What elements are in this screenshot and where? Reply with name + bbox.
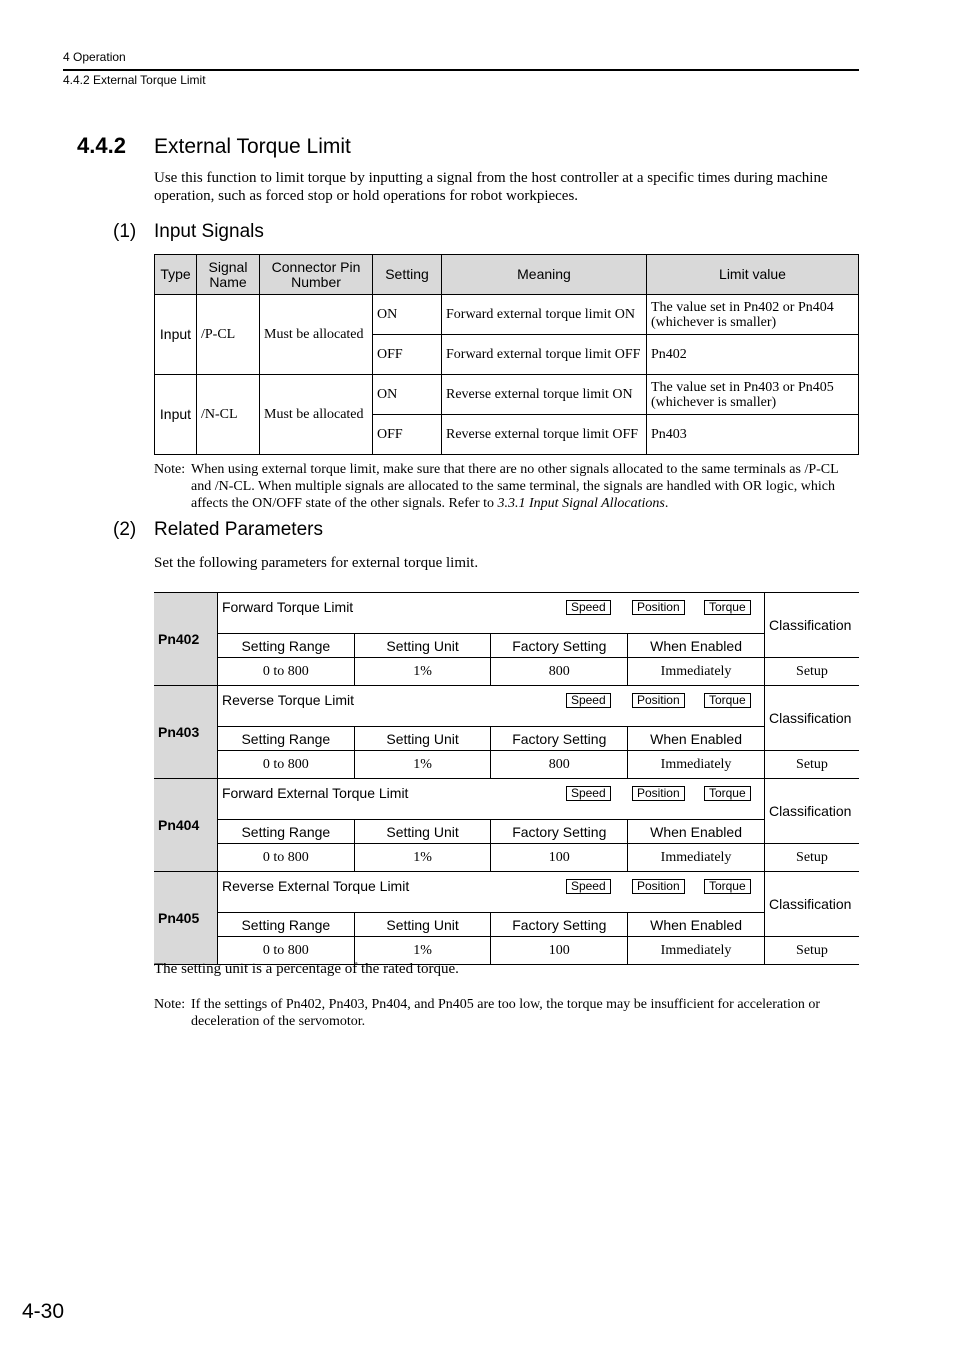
- cell-type: Input: [155, 295, 197, 375]
- note-end: .: [664, 496, 669, 511]
- running-header-section: 4.4.2 External Torque Limit: [63, 73, 206, 87]
- param-name: Reverse External Torque Limit: [221, 878, 410, 894]
- note-label: Note:: [154, 462, 186, 477]
- table-header-row: [155, 255, 859, 295]
- section-intro: Use this function to limit torque by inputting a signal from the host controller at a specific times during machine operation, such as forced stop or hold operations for robot workpieces.: [154, 170, 828, 204]
- col-header-when-enabled: When Enabled: [628, 820, 765, 844]
- note-label: Note:: [154, 997, 186, 1012]
- param-name-row: [154, 779, 859, 820]
- parameters-table: [154, 592, 859, 965]
- param-value-row: [154, 844, 859, 872]
- col-header-setting-unit: Setting Unit: [354, 634, 491, 658]
- subsection-number-related-parameters: (2): [113, 519, 137, 540]
- when-enabled-value: Immediately: [628, 937, 765, 965]
- note-text: If the settings of Pn402, Pn403, Pn404, and Pn405 are too low, the torque may be insufficient for acceleration or deceleration of the servomotor.: [191, 997, 821, 1029]
- setting-unit-note: The setting unit is a percentage of the rated torque.: [154, 961, 459, 977]
- col-header-limit-value: Limit value: [647, 255, 859, 295]
- cell-type: Input: [155, 375, 197, 455]
- subsection-title-input-signals: Input Signals: [154, 221, 264, 242]
- param-name-cell: [217, 593, 764, 634]
- cell-setting: ON: [373, 375, 442, 415]
- col-header-factory-setting: Factory Setting: [491, 634, 628, 658]
- factory-setting-value: 800: [491, 658, 628, 686]
- classification-label: Classification: [764, 593, 859, 658]
- col-header-connector-pin: Connector Pin Number: [260, 255, 373, 295]
- cell-limit: The value set in Pn402 or Pn404 (whichever is smaller): [647, 295, 859, 335]
- param-id: Pn404: [154, 779, 217, 872]
- cell-meaning: Reverse external torque limit ON: [442, 375, 647, 415]
- setting-range-value: 0 to 800: [217, 751, 354, 779]
- classification-value: Setup: [764, 658, 859, 686]
- parameters-note: [154, 996, 859, 1030]
- param-header-row: [154, 727, 859, 751]
- param-header-row: [154, 913, 859, 937]
- when-enabled-value: Immediately: [628, 658, 765, 686]
- col-header-setting: Setting: [373, 255, 442, 295]
- when-enabled-value: Immediately: [628, 751, 765, 779]
- param-value-row: [154, 751, 859, 779]
- subsection-number-input-signals: (1): [113, 221, 137, 242]
- speed-tag: Speed: [566, 600, 611, 615]
- param-id: Pn403: [154, 686, 217, 779]
- param-name-row: [154, 686, 859, 727]
- torque-tag: Torque: [704, 786, 751, 801]
- setting-range-value: 0 to 800: [217, 658, 354, 686]
- cell-meaning: Forward external torque limit ON: [442, 295, 647, 335]
- cell-setting: OFF: [373, 335, 442, 375]
- cell-setting: ON: [373, 295, 442, 335]
- setting-unit-value: 1%: [354, 658, 491, 686]
- position-tag: Position: [632, 693, 685, 708]
- cell-signal: /N-CL: [197, 375, 260, 455]
- factory-setting-value: 100: [491, 844, 628, 872]
- speed-tag: Speed: [566, 879, 611, 894]
- factory-setting-value: 100: [491, 937, 628, 965]
- related-parameters-intro: Set the following parameters for external torque limit.: [154, 555, 479, 571]
- cell-limit: Pn403: [647, 415, 859, 455]
- input-signals-note: [154, 461, 859, 512]
- col-header-meaning: Meaning: [442, 255, 647, 295]
- col-header-type: Type: [155, 255, 197, 295]
- cell-pin: Must be allocated: [260, 295, 373, 375]
- classification-label: Classification: [764, 686, 859, 751]
- classification-label: Classification: [764, 872, 859, 937]
- param-name: Forward Torque Limit: [221, 599, 354, 615]
- col-header-when-enabled: When Enabled: [628, 913, 765, 937]
- classification-value: Setup: [764, 937, 859, 965]
- col-header-setting-range: Setting Range: [217, 820, 354, 844]
- param-name: Forward External Torque Limit: [221, 785, 409, 801]
- col-header-factory-setting: Factory Setting: [491, 820, 628, 844]
- param-id: Pn402: [154, 593, 217, 686]
- running-header-chapter: 4 Operation: [63, 50, 126, 64]
- param-header-row: [154, 820, 859, 844]
- classification-label: Classification: [764, 779, 859, 844]
- classification-value: Setup: [764, 844, 859, 872]
- input-signals-table: [154, 254, 859, 455]
- torque-tag: Torque: [704, 693, 751, 708]
- header-rule: [63, 69, 859, 71]
- cell-limit: The value set in Pn403 or Pn405 (whichever is smaller): [647, 375, 859, 415]
- setting-range-value: 0 to 800: [217, 844, 354, 872]
- col-header-setting-unit: Setting Unit: [354, 727, 491, 751]
- speed-tag: Speed: [566, 693, 611, 708]
- section-number: 4.4.2: [77, 133, 126, 158]
- cell-setting: OFF: [373, 415, 442, 455]
- setting-range-value: 0 to 800: [217, 937, 354, 965]
- param-name-cell: [217, 779, 764, 820]
- col-header-setting-unit: Setting Unit: [354, 913, 491, 937]
- col-header-setting-range: Setting Range: [217, 634, 354, 658]
- cell-meaning: Reverse external torque limit OFF: [442, 415, 647, 455]
- setting-unit-value: 1%: [354, 937, 491, 965]
- cell-meaning: Forward external torque limit OFF: [442, 335, 647, 375]
- position-tag: Position: [632, 786, 685, 801]
- param-name: Reverse Torque Limit: [221, 692, 354, 708]
- note-body: [191, 461, 859, 512]
- when-enabled-value: Immediately: [628, 844, 765, 872]
- col-header-setting-unit: Setting Unit: [354, 820, 491, 844]
- col-header-setting-range: Setting Range: [217, 727, 354, 751]
- setting-unit-value: 1%: [354, 751, 491, 779]
- col-header-factory-setting: Factory Setting: [491, 727, 628, 751]
- factory-setting-value: 800: [491, 751, 628, 779]
- param-name-cell: [217, 872, 764, 913]
- col-header-signal-name: Signal Name: [197, 255, 260, 295]
- torque-tag: Torque: [704, 879, 751, 894]
- classification-value: Setup: [764, 751, 859, 779]
- param-name-row: [154, 593, 859, 634]
- param-name-cell: [217, 686, 764, 727]
- param-header-row: [154, 634, 859, 658]
- setting-unit-value: 1%: [354, 844, 491, 872]
- position-tag: Position: [632, 600, 685, 615]
- position-tag: Position: [632, 879, 685, 894]
- col-header-factory-setting: Factory Setting: [491, 913, 628, 937]
- cell-signal: /P-CL: [197, 295, 260, 375]
- note-text: When using external torque limit, make sure that there are no other signals allocated to the same terminals as /P-CL and /N-CL. When multiple signals are allocated to the same terminal, the signals are handled with OR logic, which affects the ON/OFF state of the other signals. Refer to: [191, 462, 839, 511]
- section-title: External Torque Limit: [154, 135, 351, 158]
- cell-pin: Must be allocated: [260, 375, 373, 455]
- speed-tag: Speed: [566, 786, 611, 801]
- table-row: [155, 375, 859, 415]
- param-id: Pn405: [154, 872, 217, 965]
- param-name-row: [154, 872, 859, 913]
- note-reference: 3.3.1 Input Signal Allocations: [497, 496, 665, 511]
- subsection-title-related-parameters: Related Parameters: [154, 519, 323, 540]
- torque-tag: Torque: [704, 600, 751, 615]
- cell-limit: Pn402: [647, 335, 859, 375]
- col-header-when-enabled: When Enabled: [628, 727, 765, 751]
- table-row: [155, 295, 859, 335]
- param-value-row: [154, 658, 859, 686]
- col-header-setting-range: Setting Range: [217, 913, 354, 937]
- page-number: 4-30: [22, 1300, 65, 1323]
- col-header-when-enabled: When Enabled: [628, 634, 765, 658]
